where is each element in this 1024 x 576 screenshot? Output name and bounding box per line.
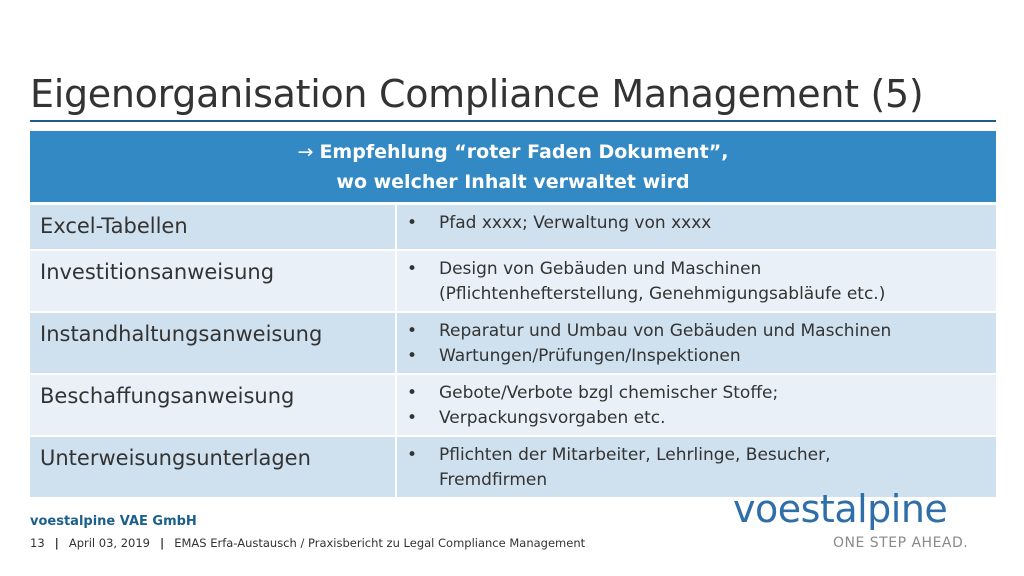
bullet-icon: • [407,321,418,341]
row-label: Unterweisungsunterlagen [30,437,397,497]
bullet-text: Wartungen/Prüfungen/Inspektionen [439,346,741,366]
table-header [30,131,996,203]
table-row [30,249,996,311]
table-row [30,311,996,373]
row-content [397,205,996,249]
bullet-text: Pfad xxxx; Verwaltung von xxxx [439,213,712,233]
bullet-icon: • [407,408,418,428]
bullet-icon: • [407,383,418,403]
bullet-text: Design von Gebäuden und Maschinen [439,259,762,279]
row-content [397,313,996,373]
bullet-icon: • [407,259,418,279]
bullet-text: Pflichten der Mitarbeiter, Lehrlinge, Besucher, [439,445,831,465]
bullet-text: Verpackungsvorgaben etc. [439,408,666,428]
title-rule [30,120,996,122]
row-label: Investitionsanweisung [30,251,397,311]
table-header-text-1: Empfehlung “roter Faden Dokument”, [319,140,729,163]
bullet-text: Gebote/Verbote bzgl chemischer Stoffe; [439,383,779,403]
footer-line [30,536,585,550]
row-label: Excel-Tabellen [30,205,397,249]
footer-separator: | [160,536,165,550]
row-label: Instandhaltungsanweisung [30,313,397,373]
voestalpine-logo: voestalpine [733,487,948,531]
slide-title: Eigenorganisation Compliance Management (5) [30,72,924,116]
bullet-text: (Pflichtenhefterstellung, Genehmigungsabläufe etc.) [439,284,886,304]
bullet-spacer [407,468,439,493]
bullet-text: Reparatur und Umbau von Gebäuden und Maschinen [439,321,892,341]
brand-tagline: ONE STEP AHEAD. [833,535,969,551]
table-row [30,373,996,435]
bullet-text: Fremdfirmen [439,470,548,490]
row-label: Beschaffungsanweisung [30,375,397,435]
footer-subtitle: EMAS Erfa-Austausch / Praxisbericht zu Legal Compliance Management [174,536,586,550]
bullet-icon: • [407,213,418,233]
table-header-text-2: wo welcher Inhalt verwaltet wird [336,170,690,193]
table-row [30,203,996,249]
footer-separator: | [54,536,59,550]
footer-date: April 03, 2019 [68,536,150,550]
footer-company: voestalpine VAE GmbH [30,514,197,529]
bullet-icon: • [407,445,418,465]
table-header-line-1 [298,137,729,167]
content-table [30,131,996,497]
bullet-icon: • [407,346,418,366]
row-content [397,375,996,435]
row-content [397,251,996,311]
bullet-spacer [407,282,439,307]
arrow-icon: → [297,140,314,163]
page-number: 13 [30,536,45,550]
